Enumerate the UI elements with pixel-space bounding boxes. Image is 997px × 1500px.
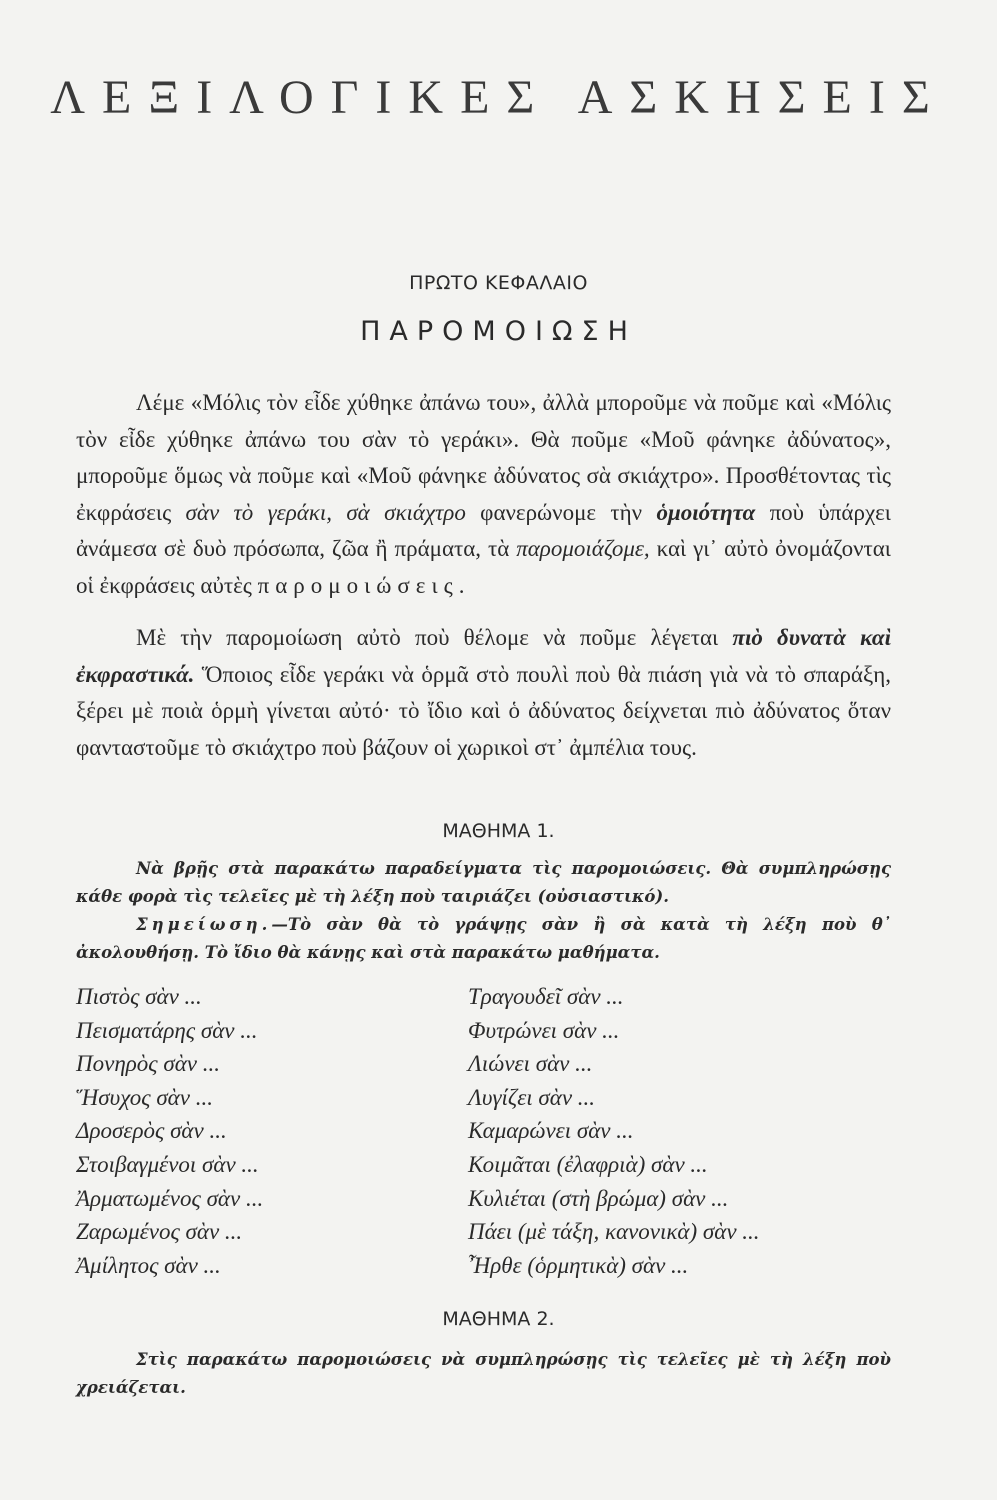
note-text: —Τὸ σὰν θὰ τὸ γράψῃς σὰν ἢ σὰ κατὰ τὴ λέξη ποὺ θ᾽ ἀκολουθήσῃ. Τὸ ἴδιο θὰ κάνῃς καὶ στὰ παρακάτω μαθήματα. [76, 915, 891, 962]
section-title: ΠΑΡΟΜΟΙΩΣΗ [360, 316, 637, 347]
lesson-1-instruction: Νὰ βρῇς στὰ παρακάτω παραδείγματα τὶς παρομοιώσεις. Θὰ συμπληρώσῃς κάθε φορὰ τὶς τελεῖες μὲ τὴ λέξη ποὺ ταιριάζει (οὐσιαστικό). [76, 859, 891, 906]
p1-text-c: φανερώνομε τὴν [465, 499, 657, 525]
list-item: Λυγίζει σὰν ... [468, 1084, 596, 1110]
p1-italic-examples: σὰν τὸ γεράκι, σὰ σκιάχτρο [185, 499, 466, 525]
p1-text-a: Λέμε «Μόλις τὸν εἶδε χύθηκε ἀπάνω του», ἀλλὰ μποροῦμε νὰ ποῦμε καὶ «Μόλις τὸν εἶδε χύθηκε ἀπάνω του σὰν τὸ γεράκι». Θὰ ποῦμε «Μοῦ φάνηκε ἀδύνατος», μποροῦμε ὅμως νὰ ποῦμε καὶ «Μοῦ φάνηκε ἀδύνατος σὰ σκιάχτρο». Προσθέτοντας τὶς ἐκφράσεις [76, 390, 891, 525]
lesson-1-heading: ΜΑΘΗΜΑ 1. [442, 820, 555, 842]
paragraph-2 [76, 620, 891, 766]
chapter-heading: ΠΡΩΤΟ ΚΕΦΑΛΑΙΟ [409, 272, 588, 294]
p2-bold-phrase: πιὸ δυνατὰ καὶ ἐκφραστικά. [76, 625, 891, 687]
list-item: Κοιμᾶται (ἐλαφριὰ) σὰν ... [468, 1151, 708, 1177]
p2-text-a: Μὲ τὴν παρομοίωση αὐτὸ ποὺ θέλομε νὰ ποῦμε λέγεται [136, 625, 733, 650]
list-item: Ἥσυχος σὰν ... [76, 1084, 213, 1110]
list-item: Φυτρώνει σὰν ... [468, 1017, 620, 1043]
list-item: Πονηρὸς σὰν ... [76, 1051, 220, 1077]
list-item: Καμαρώνει σὰν ... [468, 1118, 634, 1144]
exercise-list-left [76, 980, 263, 1282]
list-item: Στοιβαγμένοι σὰν ... [76, 1151, 259, 1177]
exercise-list-right [468, 980, 760, 1282]
paragraph-1 [76, 385, 891, 604]
list-item: Πεισματάρης σὰν ... [76, 1017, 258, 1043]
list-item: Ἦρθε (ὁρμητικὰ) σὰν ... [468, 1252, 689, 1278]
p1-bold-term: ὁμοιότητα [656, 499, 756, 525]
lesson-2-heading: ΜΑΘΗΜΑ 2. [442, 1308, 555, 1330]
p2-text-c: Ὅποιος εἶδε γεράκι νὰ ὁρμᾶ στὸ πουλὶ ποὺ θὰ πιάση γιὰ νὰ τὸ σπαράξη, ξέρει μὲ ποιὰ ὁρμὴ γίνεται αὐτό· τὸ ἴδιο καὶ ὁ ἀδύνατος δείχνεται πιὸ ἀδύνατος ὅταν φανταστοῦμε τὸ σκιάχτρο ποὺ βάζουν οἱ χωρικοὶ στ᾽ ἀμπέλια τους. [76, 661, 891, 760]
page-title: ΛΕΞΙΛΟΓΙΚΕΣ ΑΣΚΗΣΕΙΣ [50, 71, 947, 124]
p1-spaced-term: παρομοιώσεις. [257, 572, 471, 598]
p1-italic-verb: παρομοιάζομε, [516, 536, 650, 561]
p1-text-g: καὶ γι᾽ αὐτὸ ὀνομάζονται οἱ ἐκφράσεις αὐτὲς [76, 536, 891, 598]
list-item: Ἀμίλητος σὰν ... [76, 1252, 221, 1278]
list-item: Κυλιέται (στὴ βρώμα) σὰν ... [468, 1185, 729, 1211]
list-item: Ζαρωμένος σὰν ... [76, 1219, 243, 1245]
list-item: Ἀρματωμένος σὰν ... [76, 1185, 264, 1211]
lesson-1-note [76, 911, 891, 967]
lesson-2-instruction: Στὶς παρακάτω παρομοιώσεις νὰ συμπληρώσῃς τὶς τελεῖες μὲ τὴ λέξη ποὺ χρειάζεται. [76, 1350, 891, 1397]
note-label: Σημείωση. [136, 915, 272, 934]
p1-text-e: ποὺ ὑπάρχει ἀνάμεσα σὲ δυὸ πρόσωπα, ζῶα ἢ πράματα, τὰ [76, 499, 891, 561]
list-item: Πάει (μὲ τάξη, κανονικὰ) σὰν ... [468, 1219, 760, 1245]
list-item: Δροσερὸς σὰν ... [76, 1118, 227, 1144]
list-item: Πιστὸς σὰν ... [76, 984, 202, 1009]
list-item: Τραγουδεῖ σὰν ... [468, 984, 624, 1009]
list-item: Λιώνει σὰν ... [468, 1051, 593, 1077]
